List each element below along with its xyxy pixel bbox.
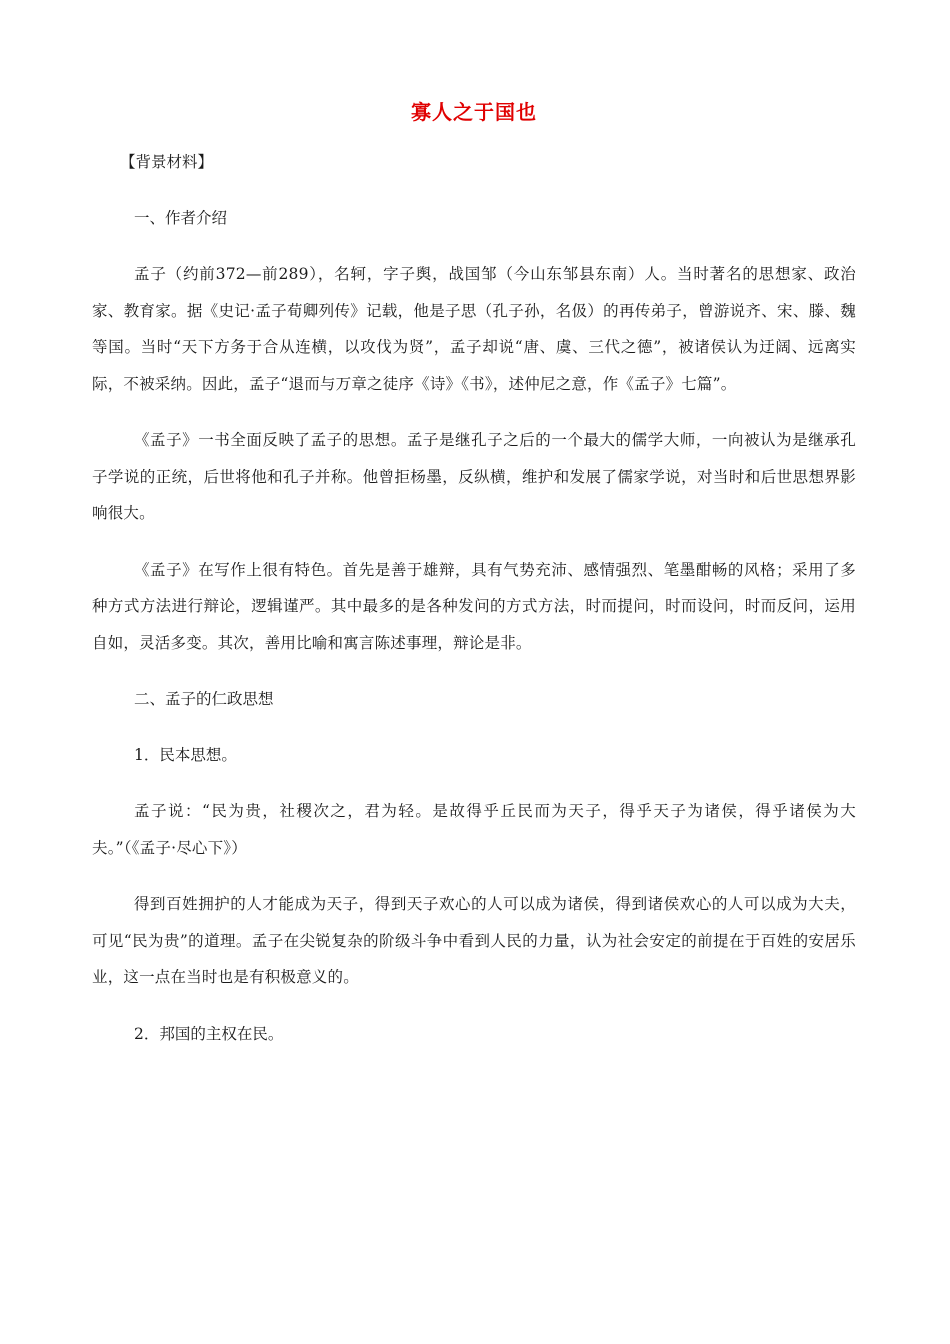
paragraph-author-intro: 孟子（约前372—前289），名轲，字子舆，战国邹（今山东邹县东南）人。当时著名的思想家、政治家、教育家。据《史记·孟子荀卿列传》记载，他是子思（孔子孙，名伋）的再传弟子，曾游说齐、宋、滕、魏等国。当时“天下方务于合从连横，以攻伐为贤”，孟子却说“唐、虞、三代之德”，被诸侯认为迂阔、远离实际，不被采纳。因此，孟子“退而与万章之徒序《诗》《书》，述仲尼之意，作《孟子》七篇”。	[92, 265, 856, 393]
sub2-heading: 2．邦国的主权在民。	[134, 1024, 284, 1043]
section1-heading: 一、作者介绍	[134, 209, 228, 227]
paragraph-quote: 孟子说：“民为贵，社稷次之，君为轻。是故得乎丘民而为天子，得乎天子为诸侯，得乎诸侯为大夫。”（《孟子·尽心下》）	[92, 802, 856, 857]
sub1-heading: 1．民本思想。	[134, 746, 237, 764]
document-title: 寡人之于国也	[411, 100, 537, 124]
document-page	[92, 96, 856, 1072]
section2-heading: 二、孟子的仁政思想	[134, 690, 274, 708]
background-heading: 【背景材料】	[120, 153, 214, 171]
paragraph-mencius-book: 《孟子》一书全面反映了孟子的思想。孟子是继孔子之后的一个最大的儒学大师，一向被认为是继承孔子学说的正统，后世将他和孔子并称。他曾拒杨墨，反纵横，维护和发展了儒家学说，对当时和后世思想界影响很大。	[92, 431, 856, 522]
paragraph-explanation: 得到百姓拥护的人才能成为天子，得到天子欢心的人可以成为诸侯，得到诸侯欢心的人可以成为大夫，可见“民为贵”的道理。孟子在尖锐复杂的阶级斗争中看到人民的力量，认为社会安定的前提在于百姓的安居乐业，这一点在当时也是有积极意义的。	[92, 895, 856, 986]
paragraph-writing-style: 《孟子》在写作上很有特色。首先是善于雄辩，具有气势充沛、感情强烈、笔墨酣畅的风格；采用了多种方式方法进行辩论，逻辑谨严。其中最多的是各种发问的方式方法，时而提问，时而设问，时而反问，运用自如，灵活多变。其次，善用比喻和寓言陈述事理，辩论是非。	[92, 560, 856, 652]
